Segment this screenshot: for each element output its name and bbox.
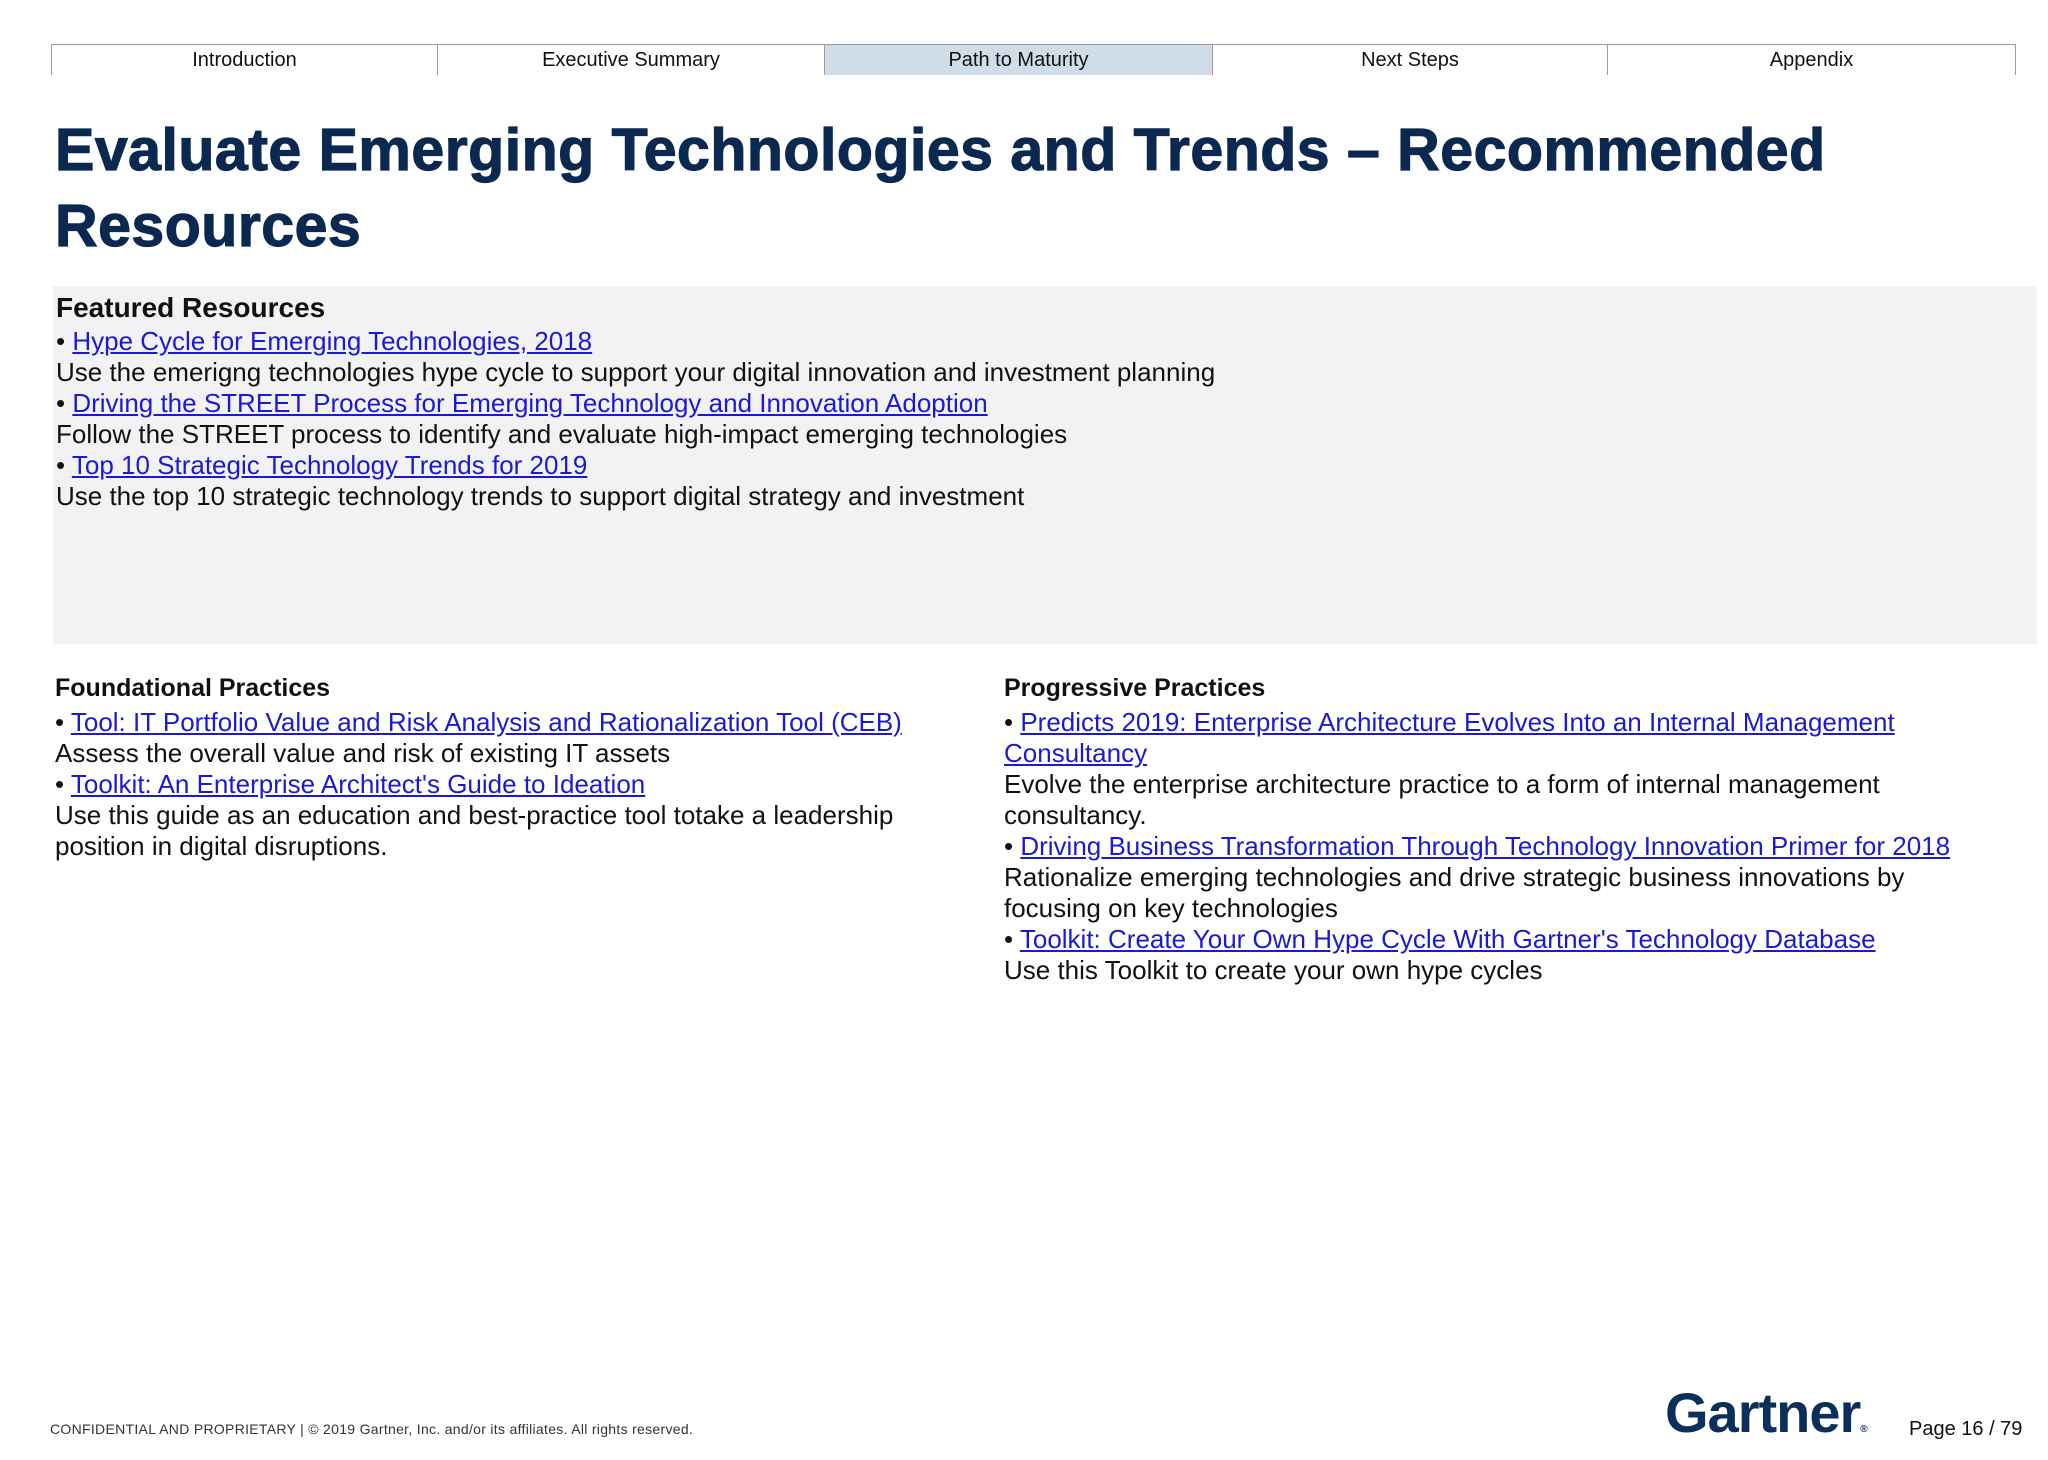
- resource-description: Follow the STREET process to identify and evaluate high-impact emerging technologies: [56, 419, 1068, 449]
- featured-resources-panel: [53, 286, 2037, 644]
- resource-link[interactable]: Driving Business Transformation Through Technology Innovation Primer for 2018: [1020, 831, 1951, 861]
- resource-description: Evolve the enterprise architecture practice to a form of internal management consultancy.: [1004, 769, 1880, 830]
- resource-description: Use this Toolkit to create your own hype cycles: [1004, 955, 1543, 985]
- resource-link[interactable]: Top 10 Strategic Technology Trends for 2019: [71, 450, 588, 480]
- resource-link[interactable]: Toolkit: An Enterprise Architect's Guide to Ideation: [70, 769, 646, 799]
- resource-item: • Driving the STREET Process for Emerging Technology and Innovation Adoption: [56, 388, 988, 418]
- gartner-logo: [1665, 1383, 1868, 1460]
- tab-appendix[interactable]: Appendix: [1607, 45, 2016, 75]
- tab-executive-summary[interactable]: Executive Summary: [437, 45, 824, 75]
- resource-description: Use the emerigng technologies hype cycle to support your digital innovation and investment planning: [56, 357, 1216, 387]
- featured-resources-heading: Featured Resources: [56, 292, 326, 323]
- footer-legal-text: CONFIDENTIAL AND PROPRIETARY | © 2019 Gartner, Inc. and/or its affiliates. All rights reserved.: [50, 1421, 694, 1437]
- resource-description: Use the top 10 strategic technology trends to support digital strategy and investment: [56, 481, 1025, 511]
- resource-item: • Predicts 2019: Enterprise Architecture Evolves Into an Internal Management Consultancy: [1004, 707, 1895, 768]
- foundational-practices-column: [55, 672, 955, 862]
- tab-introduction[interactable]: Introduction: [51, 45, 437, 75]
- resource-link[interactable]: Tool: IT Portfolio Value and Risk Analysis and Rationalization Tool (CEB): [70, 707, 902, 737]
- page-number: Page 16 / 79: [1909, 1418, 2023, 1440]
- resource-item: • Driving Business Transformation Through Technology Innovation Primer for 2018: [1004, 831, 1951, 861]
- foundational-practices-heading: Foundational Practices: [55, 674, 331, 702]
- resource-item: • Toolkit: An Enterprise Architect's Guide to Ideation: [55, 769, 646, 799]
- page-title: Evaluate Emerging Technologies and Trends – Recommended Resources: [55, 117, 1826, 259]
- resource-item: • Tool: IT Portfolio Value and Risk Analysis and Rationalization Tool (CEB): [55, 707, 902, 737]
- resource-description: Assess the overall value and risk of existing IT assets: [55, 738, 671, 768]
- resource-link[interactable]: Predicts 2019: Enterprise Architecture Evolves Into an Internal Management Consultancy: [1004, 707, 1895, 768]
- resource-link[interactable]: Driving the STREET Process for Emerging Technology and Innovation Adoption: [72, 388, 988, 418]
- resource-link[interactable]: Toolkit: Create Your Own Hype Cycle With Gartner's Technology Database: [1019, 924, 1876, 954]
- resource-item: • Top 10 Strategic Technology Trends for 2019: [56, 450, 588, 480]
- progressive-practices-heading: Progressive Practices: [1004, 674, 1266, 702]
- registered-mark: ®: [1860, 1424, 1868, 1435]
- progressive-practices-column: [1004, 672, 2004, 986]
- resource-item: • Toolkit: Create Your Own Hype Cycle With Gartner's Technology Database: [1004, 924, 1876, 954]
- tab-next-steps[interactable]: Next Steps: [1212, 45, 1607, 75]
- resource-link[interactable]: Hype Cycle for Emerging Technologies, 2018: [72, 326, 593, 356]
- resource-item: • Hype Cycle for Emerging Technologies, 2018: [56, 326, 593, 356]
- resource-description: Rationalize emerging technologies and drive strategic business innovations by focusing on key technologies: [1004, 862, 1905, 923]
- resource-description: Use this guide as an education and best-practice tool totake a leadership position in digital disruptions.: [55, 800, 894, 861]
- tab-path-to-maturity[interactable]: Path to Maturity: [824, 45, 1212, 75]
- section-nav: [51, 44, 2016, 74]
- logo-wordmark: Gartner: [1665, 1381, 1861, 1444]
